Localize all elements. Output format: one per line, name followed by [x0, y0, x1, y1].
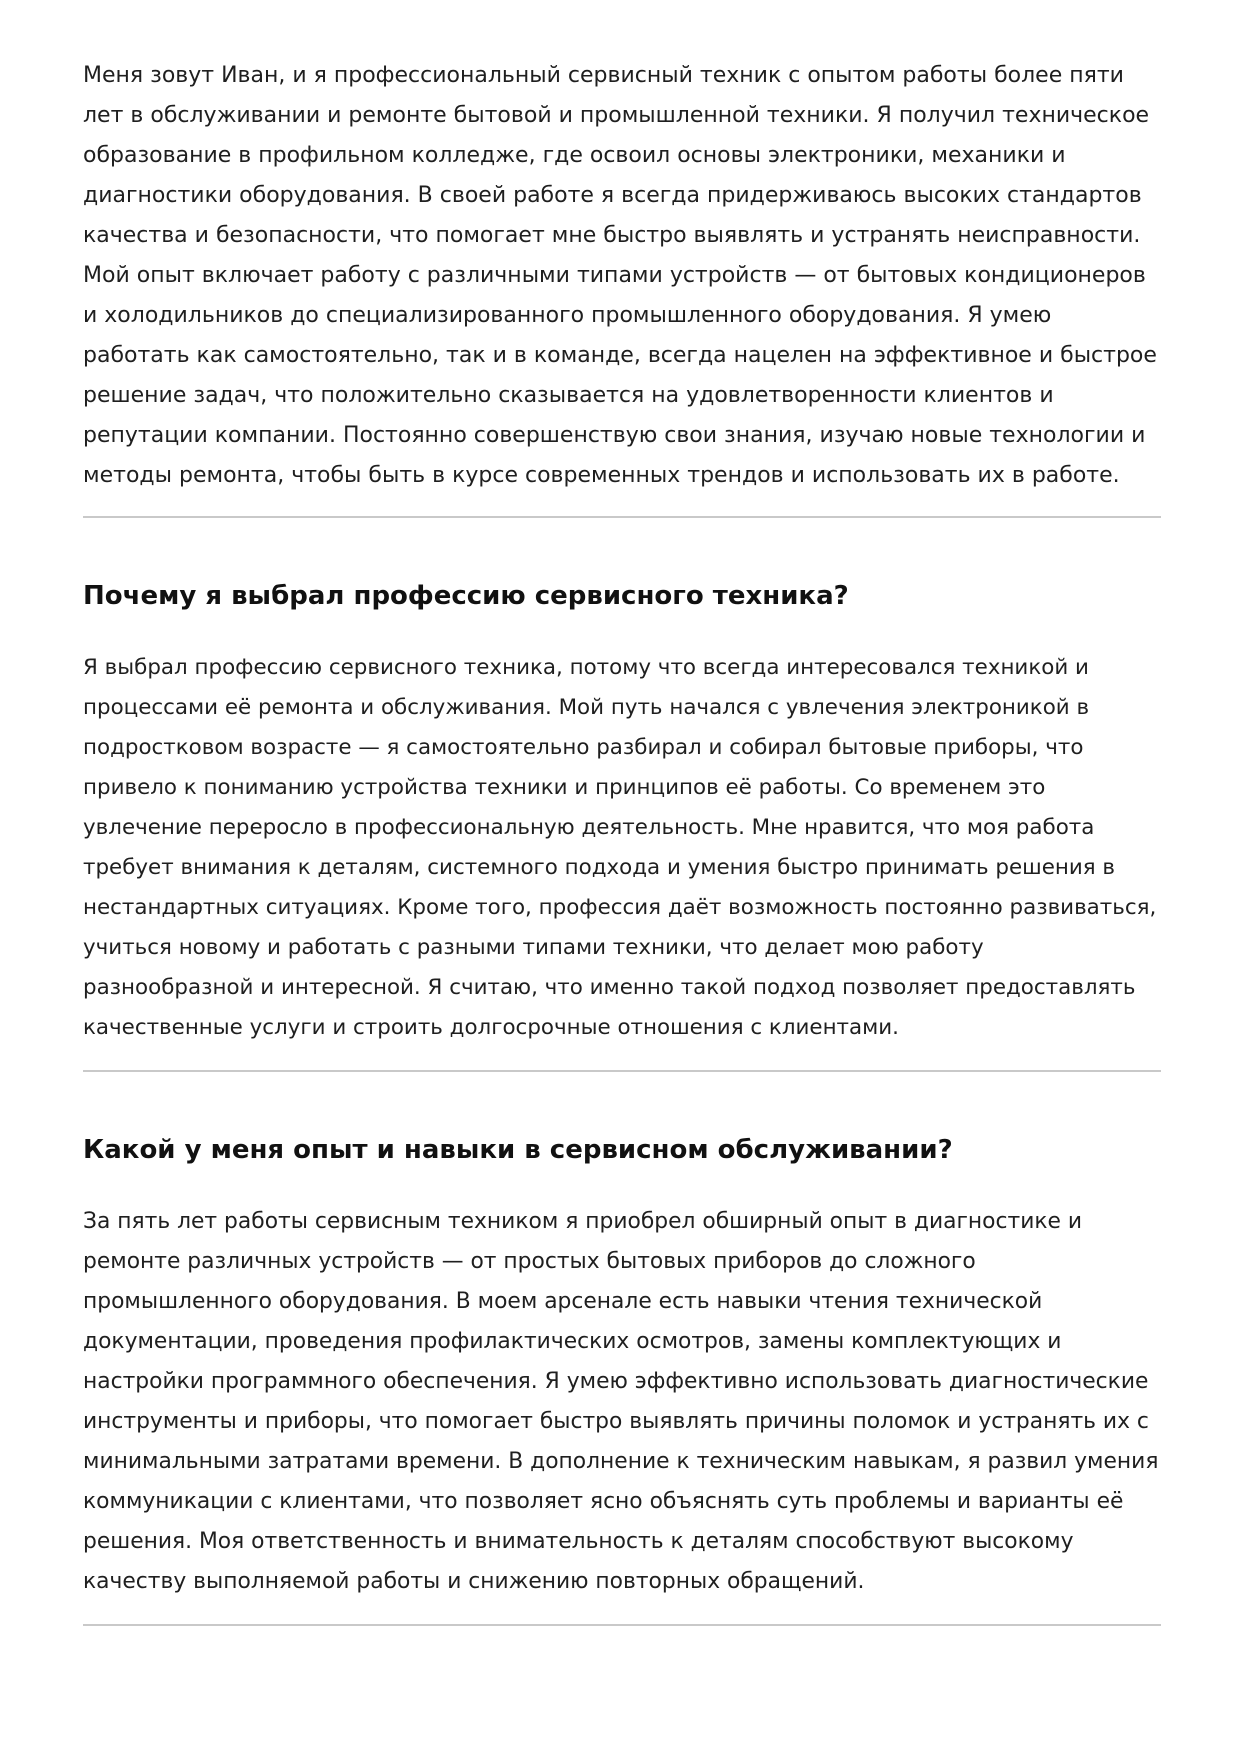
document-page	[83, 56, 1161, 1626]
section-divider	[83, 1070, 1161, 1072]
section-paragraph-why-profession: Я выбрал профессию сервисного техника, потому что всегда интересовался техникой и процессами её ремонта и обслуживания. Мой путь начался с увлечения электроникой в подростковом возрасте — я самостоятельно разбирал и собирал бытовые приборы, что привело к пониманию устройства техники и принципов её работы. Со временем это увлечение переросло в профессиональную деятельность. Мне нравится, что моя работа требует внимания к деталям, системного подхода и умения быстро принимать решения в нестандартных ситуациях. Кроме того, профессия даёт возможность постоянно развиваться, учиться новому и работать с разными типами техники, что делает мою работу разнообразной и интересной. Я считаю, что именно такой подход позволяет предоставлять качественные услуги и строить долгосрочные отношения с клиентами.	[83, 655, 1157, 1040]
section-heading-experience-skills: Какой у меня опыт и навыки в сервисном обслуживании?	[83, 1135, 953, 1165]
intro-paragraph: Меня зовут Иван, и я профессиональный сервисный техник с опытом работы более пяти лет в обслуживании и ремонте бытовой и промышленной техники. Я получил техническое образование в профильном колледже, где освоил основы электроники, механики и диагностики оборудования. В своей работе я всегда придерживаюсь высоких стандартов качества и безопасности, что помогает мне быстро выявлять и устранять неисправности. Мой опыт включает работу с различными типами устройств — от бытовых кондиционеров и холодильников до специализированного промышленного оборудования. Я умею работать как самостоятельно, так и в команде, всегда нацелен на эффективное и быстрое решение задач, что положительно сказывается на удовлетворенности клиентов и репутации компании. Постоянно совершенствую свои знания, изучаю новые технологии и методы ремонта, чтобы быть в курсе современных трендов и использовать их в работе.	[83, 63, 1157, 488]
section-divider	[83, 516, 1161, 518]
section-heading-why-profession: Почему я выбрал профессию сервисного техника?	[83, 581, 849, 611]
section-paragraph-experience-skills: За пять лет работы сервисным техником я приобрел обширный опыт в диагностике и ремонте различных устройств — от простых бытовых приборов до сложного промышленного оборудования. В моем арсенале есть навыки чтения технической документации, проведения профилактических осмотров, замены комплектующих и настройки программного обеспечения. Я умею эффективно использовать диагностические инструменты и приборы, что помогает быстро выявлять причины поломок и устранять их с минимальными затратами времени. В дополнение к техническим навыкам, я развил умения коммуникации с клиентами, что позволяет ясно объяснять суть проблемы и варианты её решения. Моя ответственность и внимательность к деталям способствуют высокому качеству выполняемой работы и снижению повторных обращений.	[83, 1209, 1159, 1594]
section-divider	[83, 1624, 1161, 1626]
